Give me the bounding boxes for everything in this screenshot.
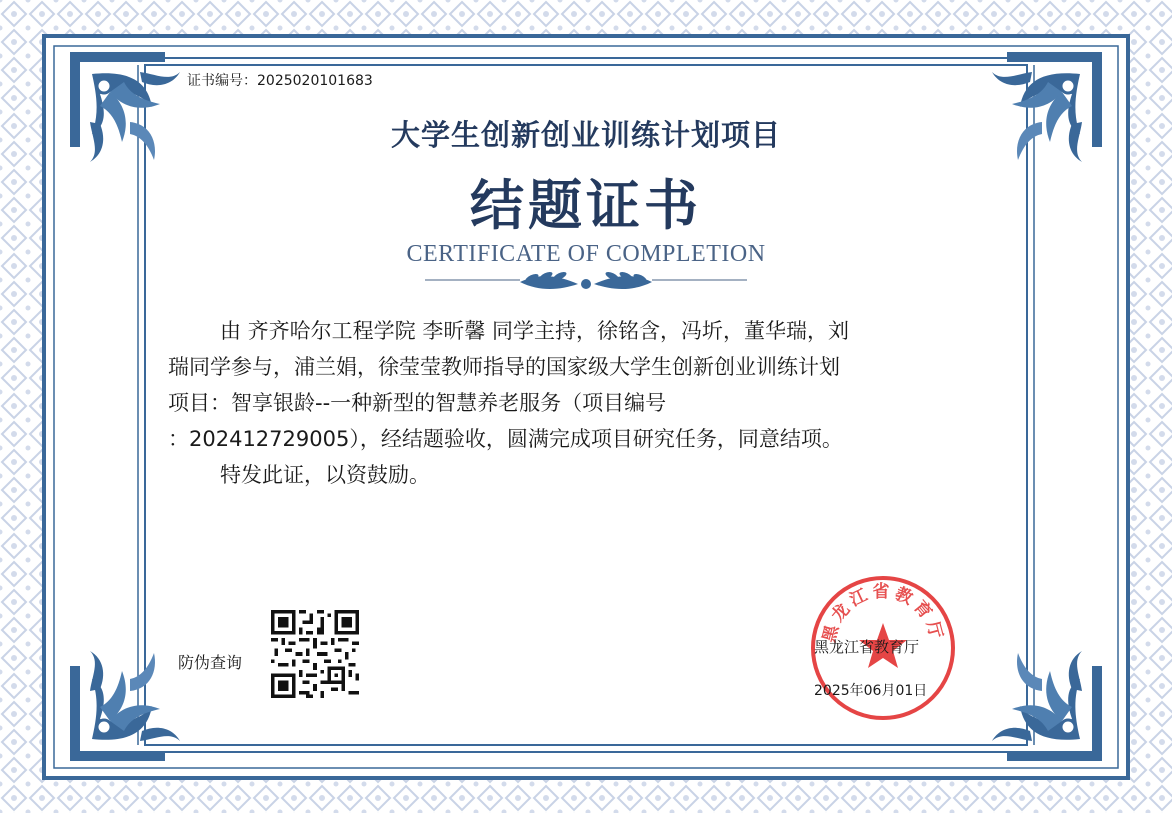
seal-text: 黑龙江省教育厅 xyxy=(819,582,947,645)
body-line: ：202412729005），经结题验收，圆满完成项目研究任务，同意结项。 xyxy=(168,427,843,451)
qr-code-icon[interactable] xyxy=(270,610,360,698)
program-title: 大学生创新创业训练计划项目 xyxy=(390,118,781,152)
issue-date: 2025年06月01日 xyxy=(814,683,928,699)
certificate-number: 证书编号：2025020101683 xyxy=(187,73,373,89)
body-line: 特发此证，以资鼓励。 xyxy=(220,463,430,487)
certificate-body xyxy=(168,313,1018,493)
issuer-name: 黑龙江省教育厅 xyxy=(814,638,920,656)
certificate-english-title: CERTIFICATE OF COMPLETION xyxy=(406,241,766,267)
body-line: 项目：智享银龄--一种新型的智慧养老服务（项目编号 xyxy=(168,391,667,415)
certificate-title: 结题证书 xyxy=(470,173,702,237)
body-line: 瑞同学参与，浦兰娟，徐莹莹教师指导的国家级大学生创新创业训练计划 xyxy=(168,355,840,379)
body-line: 由 齐齐哈尔工程学院 李昕馨 同学主持，徐铭含，冯圻，董华瑞，刘 xyxy=(220,319,850,343)
verify-label: 防伪查询 xyxy=(178,653,243,672)
